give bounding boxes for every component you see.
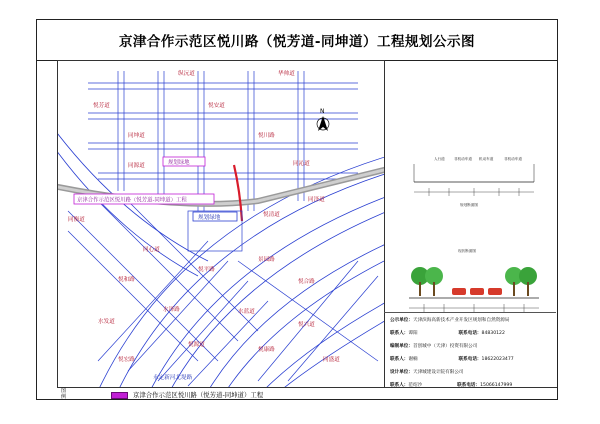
- street-label: 同泽道: [308, 197, 325, 203]
- street-label: 悦兴道: [298, 322, 315, 328]
- street-label: 水蓝道: [238, 309, 255, 315]
- street-label: 悦安道: [208, 103, 225, 109]
- street-label: 悦芳道: [93, 103, 110, 109]
- street-label: 悦平路: [198, 267, 215, 273]
- road-network-map: [58, 61, 385, 388]
- legend-item-label: 京津合作示范区悦川路（悦芳道-同坤道）工程: [133, 391, 264, 399]
- street-label: 悦和路: [118, 277, 135, 283]
- north-grid: [88, 71, 358, 211]
- district-callout-upper: 规划绿地: [168, 160, 190, 166]
- location-map: [57, 60, 385, 388]
- planned-cross-section: [394, 102, 554, 212]
- page-title: 京津合作示范区悦川路（悦芳道-同坤道）工程规划公示图: [118, 34, 476, 50]
- contact-row-publisher: 公示单位：天津滨海高新技术产业开发区规划和自然资源局: [390, 318, 510, 323]
- notice-sheet: [36, 19, 558, 400]
- legend: [57, 387, 557, 402]
- street-label: 同坤道: [128, 133, 145, 139]
- legend-heading: 图例: [61, 388, 67, 400]
- north-arrow-icon: [317, 108, 329, 131]
- district-callout-lower: 规划绿地: [198, 215, 221, 221]
- vehicles: [452, 288, 502, 295]
- street-label: 华帅道: [278, 71, 295, 77]
- street-label: 悦宏路: [118, 357, 135, 363]
- street-label: 悦康路: [258, 347, 275, 353]
- contact-row-compiler: 编制单位：首创城中（天津）投资有限公司: [390, 344, 478, 349]
- street-label: 悦清道: [263, 212, 280, 218]
- street-label: 水发道: [98, 319, 115, 325]
- contact-row-publisher-person: 联系人：谭阳 联系电话：84830122: [390, 331, 505, 336]
- street-label: 同盛道: [323, 357, 340, 363]
- contact-row-designer-person: 联系人：范绍沙 联系电话：15066147999: [390, 383, 513, 388]
- legend-swatch: [111, 392, 128, 399]
- planned-section-label: 规划断面图: [460, 203, 478, 207]
- svg-text:N: N: [320, 108, 325, 115]
- street-label: 景园路: [258, 257, 275, 263]
- svg-text:非机动车道: 非机动车道: [454, 157, 472, 161]
- street-label: 悦川路: [258, 133, 275, 139]
- street-label: 悦源道: [188, 342, 205, 348]
- street-label: 同衡道: [68, 217, 85, 223]
- street-label: 水泽路: [163, 307, 180, 313]
- ring-roads: [58, 121, 385, 388]
- svg-text:机动车道: 机动车道: [479, 157, 494, 161]
- title-bar: [37, 20, 557, 61]
- svg-text:非机动车道: 非机动车道: [504, 157, 522, 161]
- street-label: 同心道: [143, 247, 160, 253]
- cross-section-panel: [384, 60, 557, 388]
- street-label: 同沁道: [293, 161, 310, 167]
- contact-row-compiler-person: 联系人：谢楠 联系电话：18622023477: [390, 357, 514, 362]
- contact-row-designer: 设计单位：天津城建设计院有限公司: [390, 370, 464, 375]
- project-callout-text: 京津合作示范区悦川路（悦芳道-同坤道）工程: [77, 197, 187, 204]
- svg-text:人行道: 人行道: [434, 157, 445, 161]
- street-label: 同源道: [128, 163, 145, 169]
- bottom-road-label: 永定新河北堤路: [153, 375, 193, 381]
- street-label: 悦合路: [298, 279, 315, 285]
- current-section-label: 现状断面图: [458, 249, 476, 253]
- street-label: 纵沅道: [178, 71, 195, 77]
